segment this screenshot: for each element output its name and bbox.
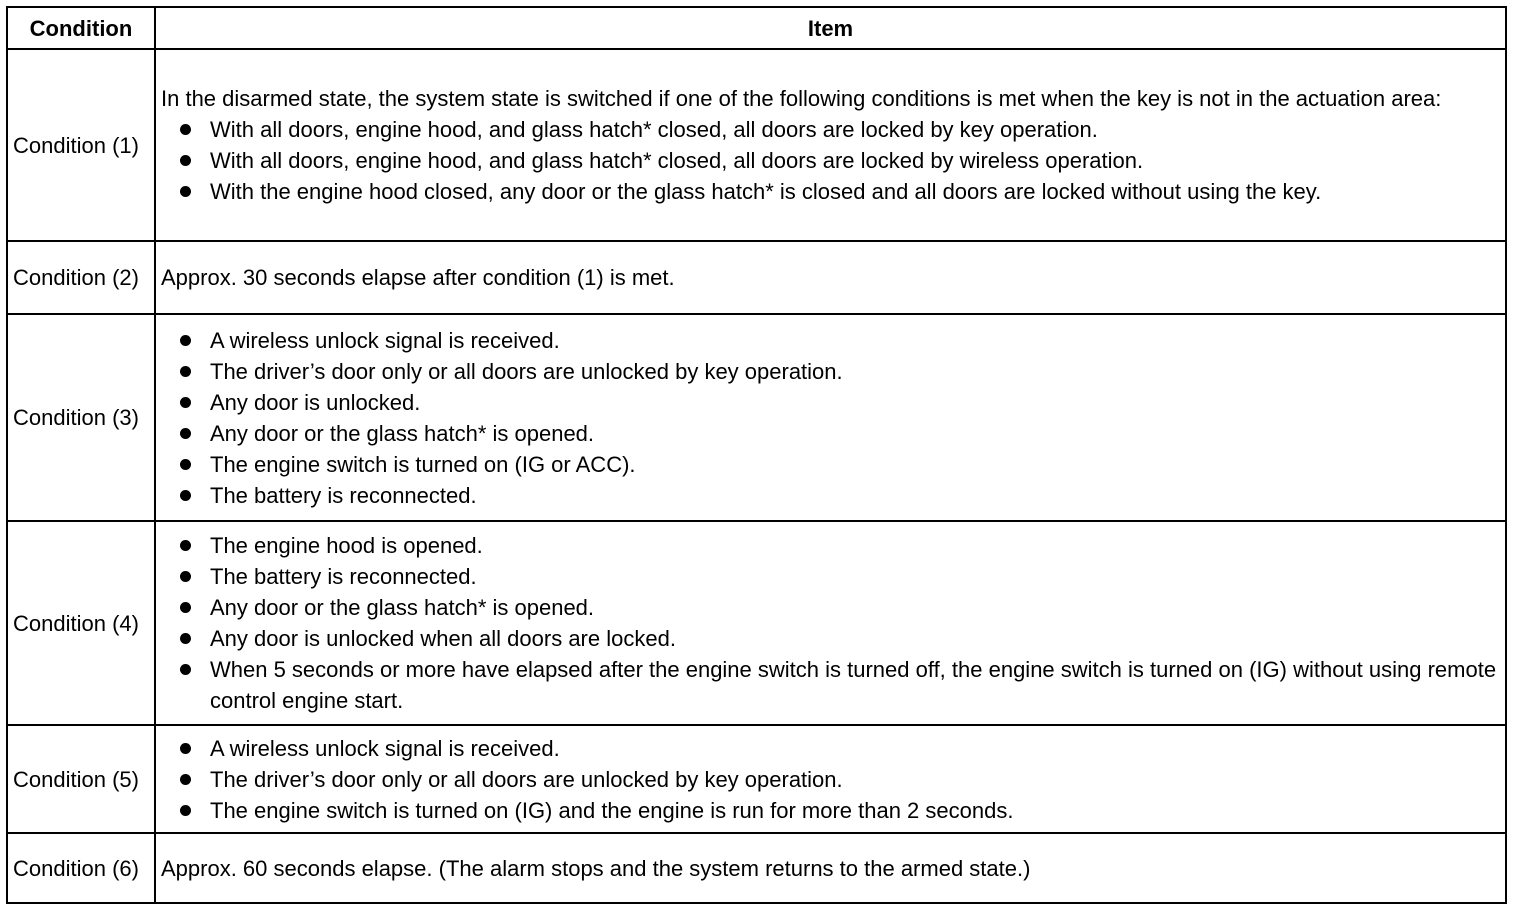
table-row <box>7 521 1506 725</box>
item-cell <box>155 521 1506 725</box>
list-item: Any door is unlocked when all doors are locked. <box>161 623 1505 654</box>
list-item: The battery is reconnected. <box>161 561 1505 592</box>
list-item: The driver’s door only or all doors are unlocked by key operation. <box>161 356 1505 387</box>
condition-table <box>6 6 1507 904</box>
bullet-list <box>161 733 1505 826</box>
table-row <box>7 241 1506 314</box>
list-item: The engine switch is turned on (IG or ACC). <box>161 449 1505 480</box>
item-cell <box>155 725 1506 833</box>
table-row <box>7 314 1506 521</box>
list-item: The battery is reconnected. <box>161 480 1505 511</box>
item-cell <box>155 49 1506 241</box>
list-item: Any door or the glass hatch* is opened. <box>161 592 1505 623</box>
condition-label: Condition (5) <box>7 725 155 833</box>
list-item: When 5 seconds or more have elapsed after the engine switch is turned off, the engine switch is turned on (IG) without using remote control engine start. <box>161 654 1505 716</box>
list-item: Any door is unlocked. <box>161 387 1505 418</box>
item-cell <box>155 314 1506 521</box>
list-item: With all doors, engine hood, and glass hatch* closed, all doors are locked by wireless operation. <box>161 145 1505 176</box>
list-item: A wireless unlock signal is received. <box>161 325 1505 356</box>
condition-label: Condition (4) <box>7 521 155 725</box>
bullet-list <box>161 114 1505 207</box>
table-row <box>7 49 1506 241</box>
list-item: With the engine hood closed, any door or the glass hatch* is closed and all doors are locked without using the key. <box>161 176 1505 207</box>
bullet-list <box>161 325 1505 511</box>
header-item: Item <box>155 7 1506 49</box>
list-item: The engine hood is opened. <box>161 530 1505 561</box>
item-cell: Approx. 60 seconds elapse. (The alarm stops and the system returns to the armed state.) <box>155 833 1506 903</box>
condition-label: Condition (2) <box>7 241 155 314</box>
condition-label: Condition (3) <box>7 314 155 521</box>
condition-label: Condition (1) <box>7 49 155 241</box>
list-item: A wireless unlock signal is received. <box>161 733 1505 764</box>
header-condition: Condition <box>7 7 155 49</box>
bullet-list <box>161 530 1505 716</box>
item-cell: Approx. 30 seconds elapse after condition (1) is met. <box>155 241 1506 314</box>
header-row <box>7 7 1506 49</box>
table-row <box>7 725 1506 833</box>
condition-label: Condition (6) <box>7 833 155 903</box>
list-item: The driver’s door only or all doors are unlocked by key operation. <box>161 764 1505 795</box>
list-item: The engine switch is turned on (IG) and the engine is run for more than 2 seconds. <box>161 795 1505 826</box>
table-row <box>7 833 1506 903</box>
list-item: With all doors, engine hood, and glass hatch* closed, all doors are locked by key operation. <box>161 114 1505 145</box>
item-intro: In the disarmed state, the system state is switched if one of the following conditions is met when the key is not in the actuation area: <box>161 86 1442 111</box>
list-item: Any door or the glass hatch* is opened. <box>161 418 1505 449</box>
